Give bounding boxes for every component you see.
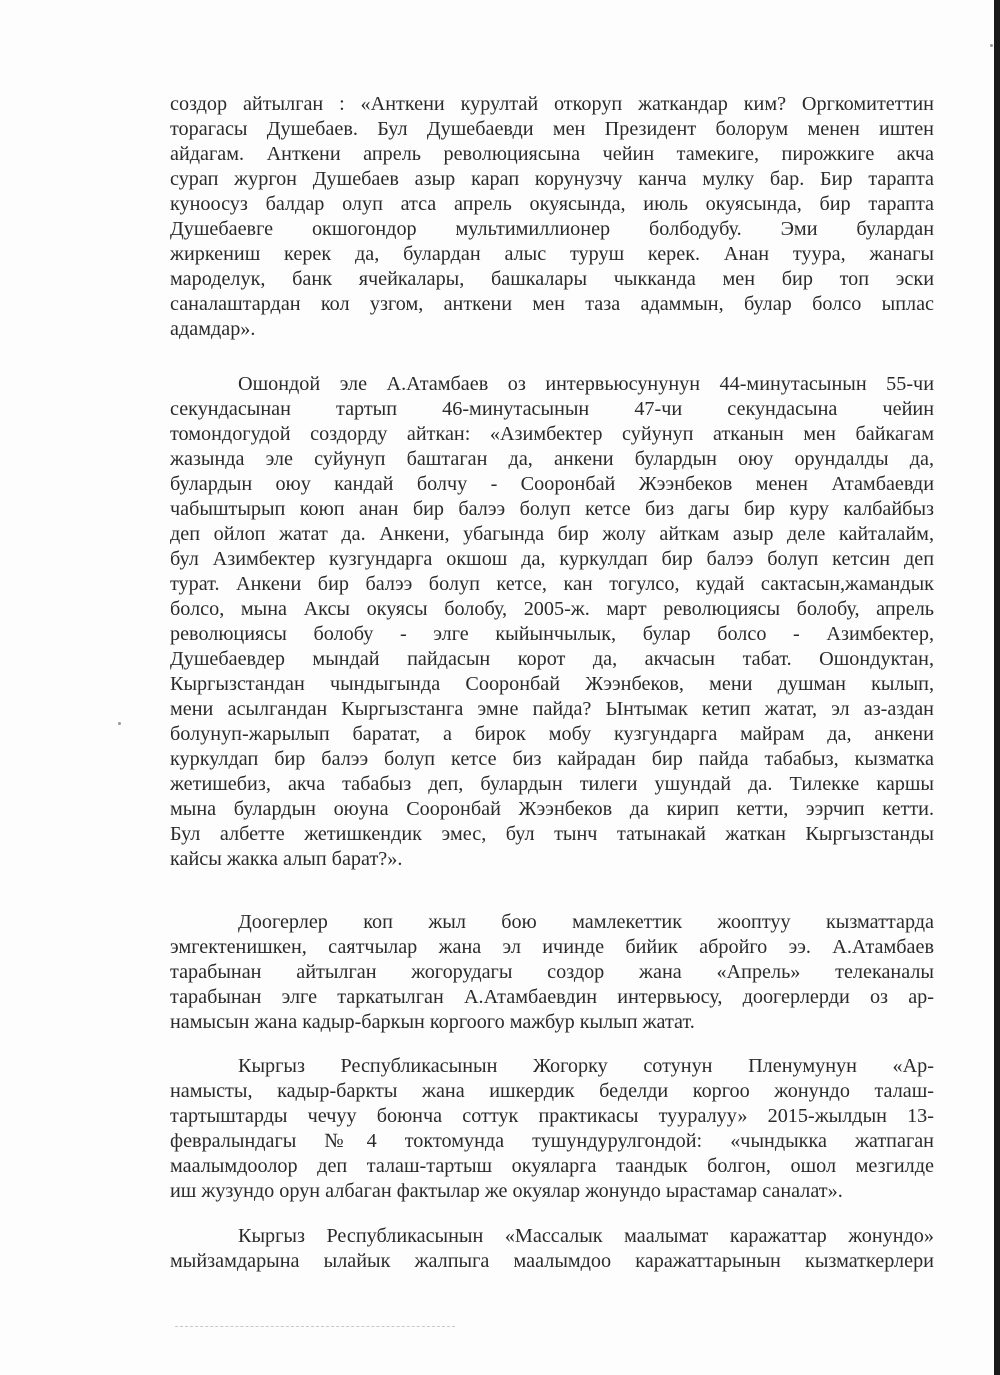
text-line: февралындагы №4 токтомунда тушундурулгондой: «чындыкка жатпаган xyxy=(170,1130,934,1152)
text-line: деп ойлоп жатат да. Анкени, убагында бир жолу айткам азыр деле кайталайм, xyxy=(170,523,934,545)
text-line: Доогерлер коп жыл бою мамлекеттик жооптуу кызматтарда xyxy=(238,911,934,933)
text-line: кайсы жакка алып барат?». xyxy=(170,848,403,870)
scan-speck xyxy=(990,44,993,47)
text-line: турат. Анкени бир балээ болуп кетсе, кан тогулсо, кудай сактасын,жамандык xyxy=(170,573,934,595)
paragraph-supreme-court xyxy=(170,1054,934,1204)
scan-edge xyxy=(994,0,1000,1375)
text-line: саналаштардан кол узгом, анткени мен таза адаммын, булар болсо ыплас xyxy=(170,293,934,315)
paragraph-plaintiffs xyxy=(170,910,934,1035)
text-line: Душебаевге окшогондор мультимиллионер болбодубу. Эми булардан xyxy=(170,218,934,240)
paragraph-interview-quote xyxy=(170,372,934,872)
text-line: создор айтылган : «Анткени курултай откоруп жаткандар ким? Оргкомитеттин xyxy=(170,93,934,115)
text-line: намысты, кадыр-баркты жана ишкердик беделди коргоо жонундо талаш- xyxy=(170,1080,934,1102)
text-line: жазында эле суйунуп баштаган да, анкени булардын оюу орундалды да, xyxy=(170,448,934,470)
text-line: сурап жургон Душебаев азыр карап корунузчу канча мулку бар. Бир тарапта xyxy=(170,168,934,190)
text-line: болсо, мына Аксы окуясы болобу, 2005-ж. март революциясы болобу, апрель xyxy=(170,598,934,620)
text-line: мароделук, банк ячейкалары, башкалары чыкканда мен бир топ эски xyxy=(170,268,934,290)
text-line: секундасынан тартып 46-минутасынын 47-чи секундасына чейин xyxy=(170,398,934,420)
text-line: жетишебиз, акча табабыз деп, булардын тилеги ушундай да. Тилекке каршы xyxy=(170,773,934,795)
text-line: мыйзамдарына ылайык жалпыга маалымдоо каражаттарынын кызматкерлери xyxy=(170,1250,934,1272)
text-line: куноосуз балдар олуп атса апрель окуясында, июль окуясында, бир тарапта xyxy=(170,193,934,215)
paragraph-quote-dushebaev xyxy=(170,92,934,342)
text-line: торагасы Душебаев. Бул Душебаевди мен Президент болорум менен иштен xyxy=(170,118,934,140)
text-line: булардын оюу кандай болчу - Сооронбай Жээнбеков менен Атамбаевди xyxy=(170,473,934,495)
text-line: революциясы болобу - элге кыйынчылык, булар болсо - Азимбектер, xyxy=(170,623,934,645)
text-line: Бул албетте жетишкендик эмес, бул тынч татынакай жаткан Кыргызстанды xyxy=(170,823,934,845)
text-line: Кыргыз Республикасынын Жогорку сотунун Пленумунун «Ар- xyxy=(238,1055,934,1077)
text-line: тарабынан элге таркатылган А.Атамбаевдин интервьюсу, доогерлерди оз ар- xyxy=(170,986,934,1008)
text-line: маалымдоолор деп талаш-тартыш окуяларга таандык болгон, ошол мезгилде xyxy=(170,1155,934,1177)
text-line: Душебаевдер мындай пайдасын корот да, акчасын табат. Ошондуктан, xyxy=(170,648,934,670)
text-line: Кыргызстандан чындыгында Сооронбай Жээнбеков, мени душман кылып, xyxy=(170,673,934,695)
text-line: куркулдап бир балээ болуп кетсе биз кайрадан бир пайда табабыз, кызматка xyxy=(170,748,934,770)
paragraph-media-law xyxy=(170,1224,934,1274)
scan-speck xyxy=(118,722,121,725)
text-line: адамдар». xyxy=(170,318,256,340)
text-line: бул Азимбектер кузгундарга окшош да, куркулдап бир балээ болуп кетсин деп xyxy=(170,548,934,570)
text-line: болунуп-жарылып баратат, а бирок мобу кузгундарга майрам да, анкени xyxy=(170,723,934,745)
text-line: Ошондой эле А.Атамбаев оз интервьюсунунун 44-минутасынын 55-чи xyxy=(238,373,934,395)
scan-artifact-line xyxy=(175,1326,455,1329)
text-line: жиркениш керек да, булардан алыс туруш керек. Анан туура, жанагы xyxy=(170,243,934,265)
text-line: тартыштарды чечуу боюнча соттук практикасы тууралуу» 2015-жылдын 13- xyxy=(170,1105,934,1127)
text-line: мени асылгандан Кыргызстанга эмне пайда? Ынтымак кетип жатат, эл аз-аздан xyxy=(170,698,934,720)
text-line: намысын жана кадыр-баркын коргоого мажбур кылып жатат. xyxy=(170,1011,695,1033)
text-line: тарабынан айтылган жогорудагы создор жана «Апрель» телеканалы xyxy=(170,961,934,983)
text-line: эмгектенишкен, саятчылар жана эл ичинде бийик абройго ээ. А.Атамбаев xyxy=(170,936,934,958)
text-line: иш жузундо орун албаган фактылар же окуялар жонундо ырастамар саналат». xyxy=(170,1180,843,1202)
text-line: чабыштырып коюп анан бир балээ болуп кетсе биз дагы бир куру калбайбыз xyxy=(170,498,934,520)
text-line: Кыргыз Республикасынын «Массалык маалымат каражаттар жонундо» xyxy=(238,1225,934,1247)
text-line: айдагам. Анткени апрель революциясына чейин тамекиге, пирожкиге акча xyxy=(170,143,934,165)
text-line: мына булардын оюуна Сооронбай Жээнбеков да кирип кетти, ээрчип кетти. xyxy=(170,798,934,820)
text-line: томондогудой создорду айткан: «Азимбектер суйунуп атканын мен байкагам xyxy=(170,423,934,445)
